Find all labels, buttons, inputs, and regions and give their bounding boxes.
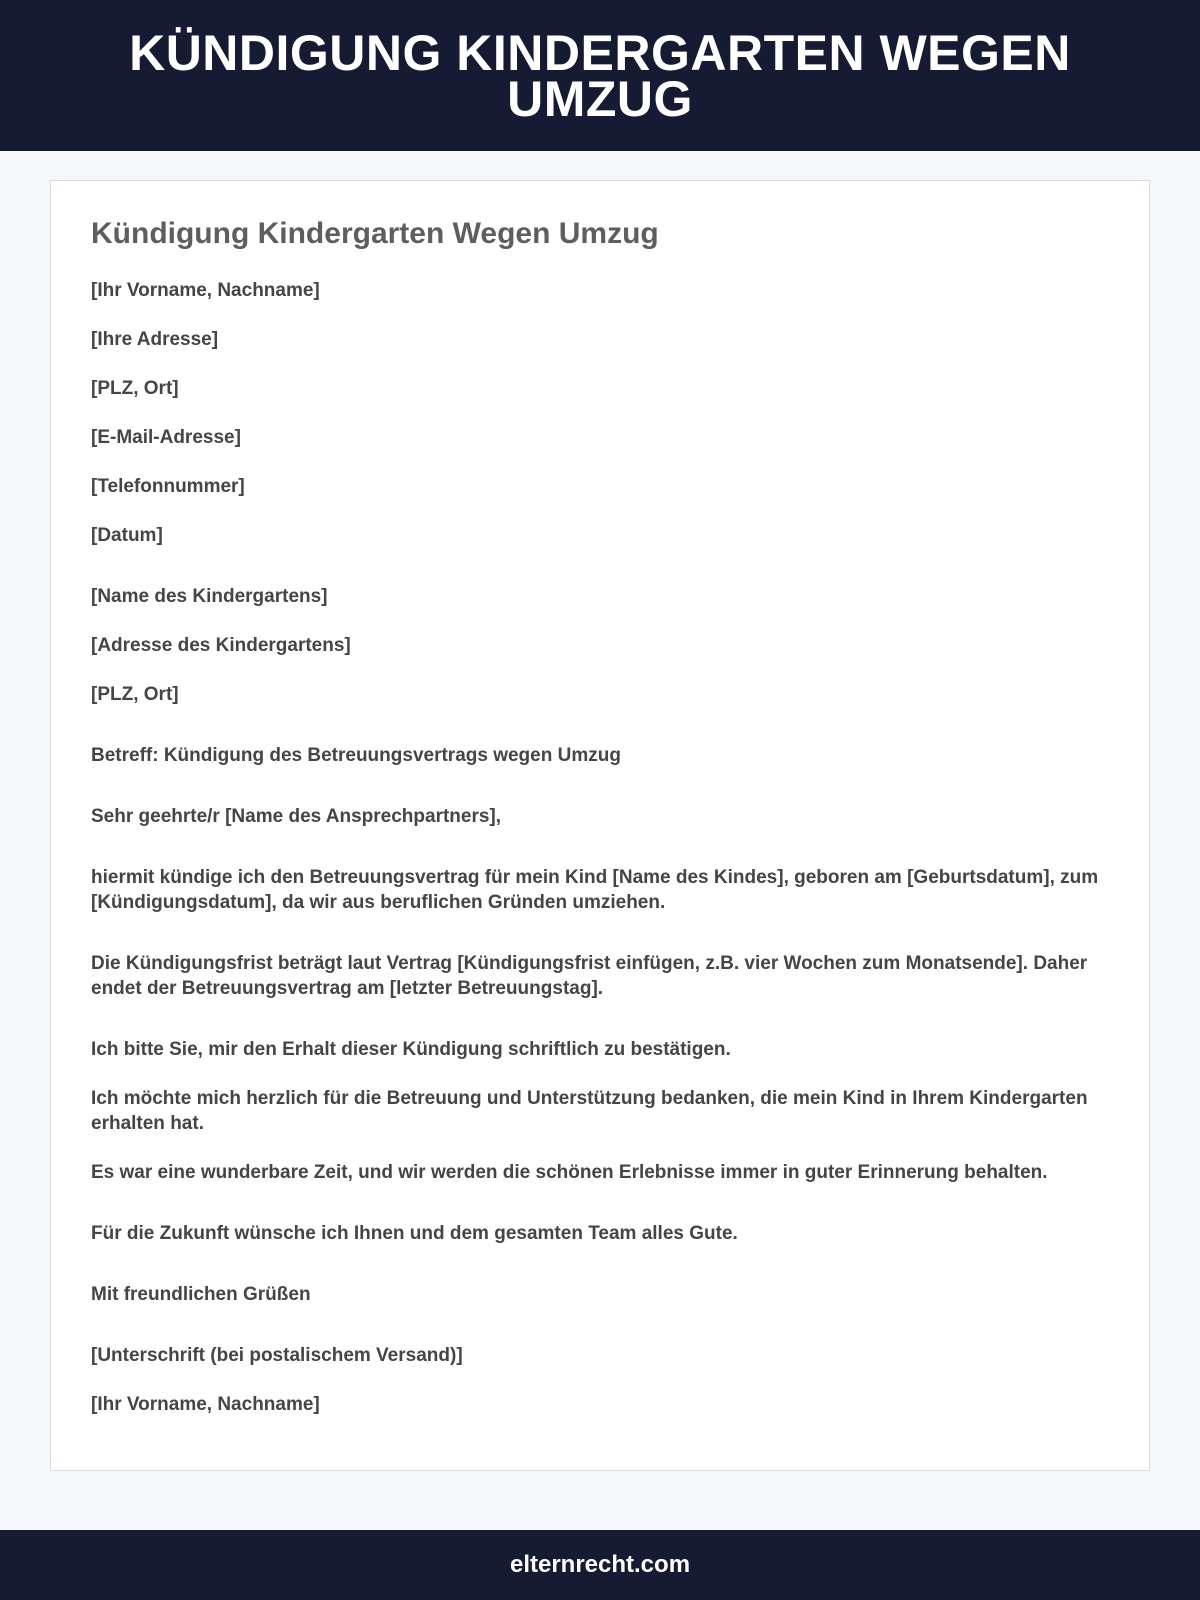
- letter-title: Kündigung Kindergarten Wegen Umzug: [91, 217, 659, 250]
- footer-site-name: elternrecht.com: [509, 1551, 691, 1578]
- recipient-name: [Name des Kindergartens]: [91, 586, 328, 607]
- sender-name: [Ihr Vorname, Nachname]: [91, 280, 320, 301]
- sender-email: [E-Mail-Adresse]: [91, 427, 241, 448]
- letter-paragraph: Ich bitte Sie, mir den Erhalt dieser Kündigung schriftlich zu bestätigen.: [91, 1039, 731, 1060]
- page-header: [0, 0, 1200, 151]
- letter-closing: Mit freundlichen Grüßen: [91, 1284, 311, 1305]
- letter-paragraph: Für die Zukunft wünsche ich Ihnen und dem gesamten Team alles Gute.: [91, 1223, 738, 1244]
- letter-salutation: Sehr geehrte/r [Name des Ansprechpartners],: [91, 806, 502, 827]
- sender-phone: [Telefonnummer]: [91, 476, 245, 497]
- letter-date: [Datum]: [91, 525, 163, 546]
- sender-city: [PLZ, Ort]: [91, 378, 179, 399]
- letter-paragraph: Ich möchte mich herzlich für die Betreuung und Unterstützung bedanken, die mein Kind in Ihrem Kindergarten erhalten hat.: [91, 1088, 1088, 1134]
- sender-address: [Ihre Adresse]: [91, 329, 219, 350]
- letter-signature: [Unterschrift (bei postalischem Versand)]: [91, 1345, 463, 1366]
- page-title: KÜNDIGUNG KINDERGARTEN WEGEN UMZUG: [129, 24, 1071, 127]
- letter-card: [50, 180, 1150, 1471]
- letter-paragraph: hiermit kündige ich den Betreuungsvertrag für mein Kind [Name des Kindes], geboren am [Geburtsdatum], zum [Kündigungsdatum], da wir aus beruflichen Gründen umziehen.: [91, 867, 1099, 913]
- recipient-city: [PLZ, Ort]: [91, 684, 179, 705]
- letter-subject: Betreff: Kündigung des Betreuungsvertrags wegen Umzug: [91, 745, 621, 766]
- recipient-address: [Adresse des Kindergartens]: [91, 635, 351, 656]
- signature-name: [Ihr Vorname, Nachname]: [91, 1394, 320, 1415]
- letter-paragraph: Die Kündigungsfrist beträgt laut Vertrag [Kündigungsfrist einfügen, z.B. vier Wochen zum Monatsende]. Daher endet der Betreuungsvertrag am [letzter Betreuungstag].: [91, 953, 1088, 999]
- page-footer: [0, 1530, 1200, 1600]
- letter-paragraph: Es war eine wunderbare Zeit, und wir werden die schönen Erlebnisse immer in guter Erinnerung behalten.: [91, 1162, 1048, 1183]
